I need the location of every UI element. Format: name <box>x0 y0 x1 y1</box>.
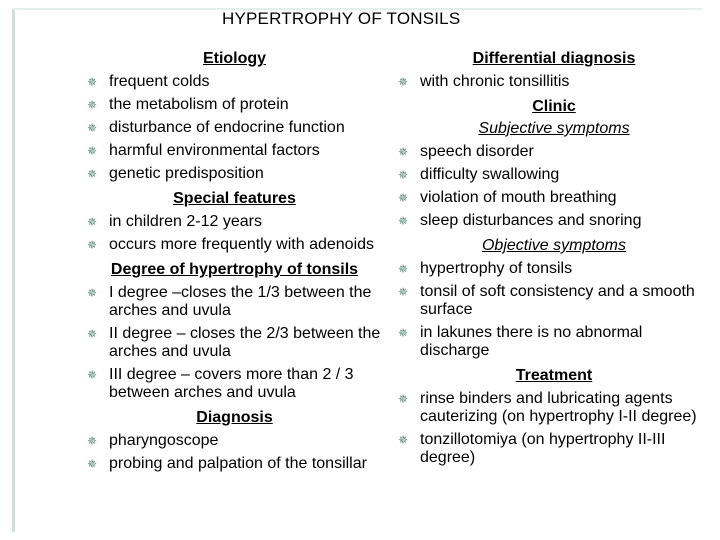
list-item <box>398 212 710 230</box>
list-item <box>87 213 382 231</box>
degree-list <box>87 284 382 402</box>
list-item <box>87 73 382 91</box>
treatment-list <box>398 390 710 467</box>
list-item-text: sleep disturbances and snoring <box>420 212 642 229</box>
list-item-text: genetic predisposition <box>109 165 264 182</box>
list-item <box>398 143 710 161</box>
list-item-text: probing and palpation of the tonsillar <box>109 455 367 472</box>
list-item-text: frequent colds <box>109 73 210 90</box>
bullet-glyph-icon: ✵ <box>87 457 98 471</box>
bullet-glyph-icon: ✵ <box>398 392 409 406</box>
list-item-text: tonsil of soft consistency and a smooth surface <box>420 283 695 318</box>
slide-border-left <box>12 8 15 532</box>
list-item-text: hypertrophy of tonsils <box>420 260 573 277</box>
list-item <box>87 432 382 450</box>
list-item <box>398 390 710 426</box>
bullet-glyph-icon: ✵ <box>87 121 98 135</box>
differential-list <box>398 73 710 91</box>
list-item <box>398 431 710 467</box>
diagnosis-list <box>87 432 382 473</box>
bullet-glyph-icon: ✵ <box>87 75 98 89</box>
bullet-glyph-icon: ✵ <box>398 168 409 182</box>
list-item-text: harmful environmental factors <box>109 142 320 159</box>
bullet-glyph-icon: ✵ <box>398 214 409 228</box>
list-item-text: the metabolism of protein <box>109 96 289 113</box>
list-item <box>87 119 382 137</box>
list-item <box>398 260 710 278</box>
list-item-text: tonzillotomiya (on hypertrophy II-III degree) <box>420 431 666 466</box>
list-item-text: speech disorder <box>420 143 534 160</box>
list-item-text: in children 2-12 years <box>109 213 262 230</box>
bullet-glyph-icon: ✵ <box>87 98 98 112</box>
list-item-text: in lakunes there is no abnormal discharge <box>420 324 643 359</box>
list-item-text: violation of mouth breathing <box>420 189 617 206</box>
bullet-glyph-icon: ✵ <box>87 327 98 341</box>
etiology-list <box>87 73 382 183</box>
special-features-heading: Special features <box>173 190 296 207</box>
bullet-glyph-icon: ✵ <box>398 191 409 205</box>
list-item <box>87 284 382 320</box>
right-column <box>398 48 710 472</box>
left-column <box>87 48 382 478</box>
list-item <box>87 455 382 473</box>
degree-heading: Degree of hypertrophy of tonsils <box>110 261 359 278</box>
clinic-heading: Clinic <box>532 98 576 115</box>
special-features-list <box>87 213 382 254</box>
list-item-text: pharyngoscope <box>109 432 219 449</box>
bullet-glyph-icon: ✵ <box>87 238 98 252</box>
bullet-glyph-icon: ✵ <box>87 286 98 300</box>
list-item-text: disturbance of endocrine function <box>109 119 345 136</box>
objective-heading: Objective symptoms <box>481 237 627 254</box>
list-item-text: II degree – closes the 2/3 between the arches and uvula <box>109 325 381 360</box>
bullet-glyph-icon: ✵ <box>87 368 98 382</box>
list-item-text: rinse binders and lubricating agents cauterizing (on hypertrophy I-II degree) <box>420 390 697 425</box>
differential-heading: Differential diagnosis <box>472 50 636 67</box>
bullet-glyph-icon: ✵ <box>87 215 98 229</box>
bullet-glyph-icon: ✵ <box>398 326 409 340</box>
list-item <box>87 325 382 361</box>
list-item <box>87 366 382 402</box>
list-item <box>398 324 710 360</box>
list-item <box>398 166 710 184</box>
bullet-glyph-icon: ✵ <box>87 167 98 181</box>
treatment-heading: Treatment <box>515 367 593 384</box>
list-item-text: III degree – covers more than 2 / 3 between arches and uvula <box>109 366 354 401</box>
list-item <box>87 236 382 254</box>
bullet-glyph-icon: ✵ <box>87 144 98 158</box>
bullet-glyph-icon: ✵ <box>398 145 409 159</box>
list-item-text: occurs more frequently with adenoids <box>109 236 375 253</box>
list-item <box>398 283 710 319</box>
objective-list <box>398 260 710 360</box>
list-item <box>398 189 710 207</box>
bullet-glyph-icon: ✵ <box>87 434 98 448</box>
list-item-text: with chronic tonsillitis <box>420 73 570 90</box>
slide-title: HYPERTROPHY OF TONSILS <box>222 9 461 28</box>
diagnosis-heading: Diagnosis <box>196 409 273 426</box>
list-item <box>87 142 382 160</box>
list-item-text: difficulty swallowing <box>420 166 560 183</box>
list-item-text: I degree –closes the 1/3 between the arches and uvula <box>109 284 372 319</box>
list-item <box>87 96 382 114</box>
bullet-glyph-icon: ✵ <box>398 75 409 89</box>
bullet-glyph-icon: ✵ <box>398 262 409 276</box>
etiology-heading: Etiology <box>202 50 267 67</box>
subjective-list <box>398 143 710 230</box>
bullet-glyph-icon: ✵ <box>398 285 409 299</box>
list-item <box>87 165 382 183</box>
list-item <box>398 73 710 91</box>
subjective-heading: Subjective symptoms <box>478 120 630 137</box>
bullet-glyph-icon: ✵ <box>398 433 409 447</box>
